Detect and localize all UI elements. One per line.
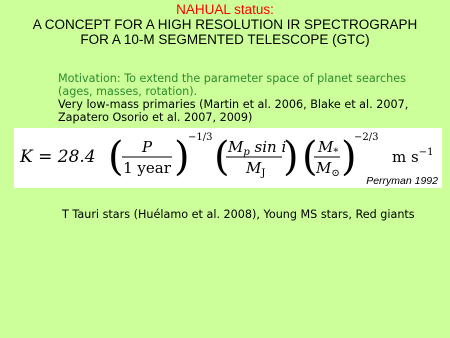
p-exponent: −1/3 (188, 132, 213, 143)
paren-close-3: ) (341, 134, 357, 180)
mj-denominator: $M_J$ (246, 159, 266, 179)
formula-unit: m $s^{-1}$ (392, 147, 434, 166)
mstar-exponent: −2/3 (354, 132, 379, 143)
motivation-line-1: Motivation: To extend the parameter space of planet searches (58, 72, 406, 85)
mp-numerator: $M_p$ sin i (228, 138, 287, 158)
formula-lhs-text: K = 28.4 (20, 147, 96, 167)
formula-lhs (19, 147, 96, 167)
motivation-line-2: (ages, masses, rotation). (58, 85, 198, 98)
paren-open-3: ( (302, 134, 318, 180)
title-status: NAHUAL status: (176, 2, 274, 17)
motivation-line-4: Zapatero Osorio et al. 2007, 2009) (58, 111, 253, 124)
motivation-text (58, 72, 443, 124)
formula-credit: Perryman 1992 (366, 175, 438, 187)
mstar-numerator: $M_*$ (318, 138, 339, 158)
target-stars-text: T Tauri stars (Huélamo et al. 2008), Young MS stars, Red giants (62, 208, 415, 221)
paren-close-2: ) (283, 134, 299, 180)
motivation-line-3: Very low-mass primaries (Martin et al. 2006, Blake et al. 2007, (58, 98, 409, 111)
p-numerator: P (141, 138, 153, 156)
slide-title (0, 2, 450, 47)
title-line-2: FOR A 10-M SEGMENTED TELESCOPE (GTC) (80, 32, 370, 47)
paren-open-1: ( (108, 134, 124, 180)
p-denominator: 1 year (123, 159, 171, 177)
title-line-1: A CONCEPT FOR A HIGH RESOLUTION IR SPECTROGRAPH (32, 17, 418, 32)
msun-denominator: $M_⊙$ (316, 159, 340, 179)
paren-close-1: ) (174, 134, 190, 180)
paren-open-2: ( (214, 134, 230, 180)
